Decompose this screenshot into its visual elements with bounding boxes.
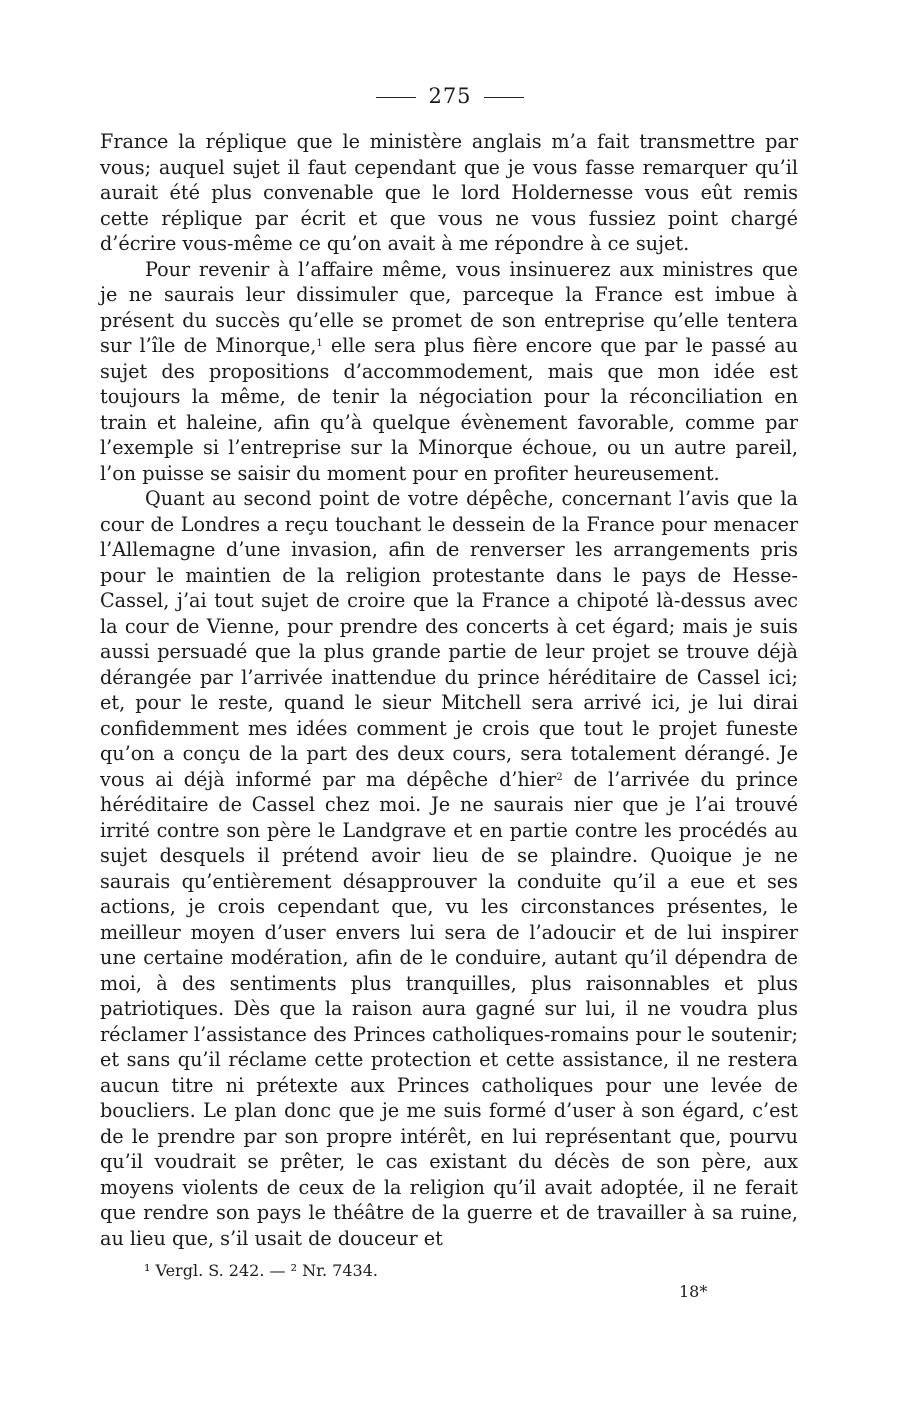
paragraph-text: France la réplique que le ministère anglais m’a fait transmettre par vous; auquel sujet il faut cependant que je vous fasse remarquer qu’il aurait été plus convenable que le lord Holdernesse vous eût remis cette réplique par écrit et que vous ne vous fussiez point chargé d’écrire vous-même ce qu’on avait à me répondre à ce sujet.	[100, 130, 798, 255]
body-text	[100, 129, 798, 1251]
header-dash-right	[484, 97, 524, 98]
paragraph	[100, 486, 798, 1251]
page-number: 275	[428, 84, 472, 108]
paragraph	[100, 257, 798, 487]
header-dash-left	[376, 97, 416, 98]
paragraph-text: Pour revenir à l’affaire même, vous insinuerez aux ministres que je ne saurais leur dissimuler que, parceque la France est imbue à présent du succès qu’elle se promet de son entreprise qu’elle tentera sur l’île de Minorque,	[100, 257, 798, 357]
paragraph-text: de l’arrivée du prince héréditaire de Cassel chez moi. Je ne saurais nier que je l’ai trouvé irrité contre son père le Landgrave et en partie contre les procédés au sujet desquels il prétend avoir lieu de se plaindre. Quoique je ne saurais qu’entièrement désapprouver la conduite qu’il a eue et ses actions, je crois cependant que, vu les circonstances présentes, le meilleur moyen d’user envers lui sera de l’adoucir et de lui inspirer une certaine modération, afin de le conduire, autant qu’il dépendra de moi, à des sentiments plus tranquilles, plus raisonnables et plus patriotiques. Dès que la raison aura gagné sur lui, il ne voudra plus réclamer l’assistance des Princes catholiques-romains pour le soutenir; et sans qu’il réclame cette protection et cette assistance, il ne restera aucun titre ni prétexte aux Princes catholiques pour une levée de boucliers. Le plan donc que je me suis formé d’user à son égard, c’est de le prendre par son propre intérêt, en lui représentant que, pourvu qu’il voudrait se prêter, le cas existant du décès de son père, aux moyens violents de ceux de la religion qu’il avait adoptée, il ne ferait que rendre son pays le théâtre de la guerre et de travailler à sa ruine, au lieu que, s’il usait de douceur et	[100, 767, 798, 1250]
footnotes: ¹ Vergl. S. 242. — ² Nr. 7434.	[144, 1261, 378, 1280]
paragraph-text: Quant au second point de votre dépêche, concernant l’avis que la cour de Londres a reçu touchant le dessein de la France pour menacer l’Allemagne d’une invasion, afin de renverser les arrangements pris pour le maintien de la religion protestante dans le pays de Hesse-Cassel, j’ai tout sujet de croire que la France a chipoté là-dessus avec la cour de Vienne, pour prendre des concerts à cet égard; mais je suis aussi persuadé que la plus grande partie de leur projet se trouve déjà dérangée par l’arrivée inattendue du prince héréditaire de Cassel ici; et, pour le reste, quand le sieur Mitchell sera arrivé ici, je lui dirai confidemment mes idées comment je crois que tout le projet funeste qu’on a conçu de la part des deux cours, sera totalement dérangé. Je vous ai déjà informé par ma dépêche d’hier	[100, 487, 798, 791]
paragraph-text: elle sera plus fière encore que par le passé au sujet des propositions d’accommodement, mais que mon idée est toujours la même, de tenir la négociation pour la réconciliation en train et haleine, afin qu’à quelque évènement favorable, comme par l’exemple si l’entreprise sur la Minorque échoue, ou un autre pareil, l’on puisse se saisir du moment pour en profiter heureusement.	[100, 334, 798, 485]
footnote-ref: 1	[316, 338, 323, 349]
page-header	[0, 84, 900, 108]
footnote-ref: 2	[556, 771, 563, 783]
signature-mark: 18*	[679, 1282, 708, 1301]
paragraph	[100, 129, 798, 257]
